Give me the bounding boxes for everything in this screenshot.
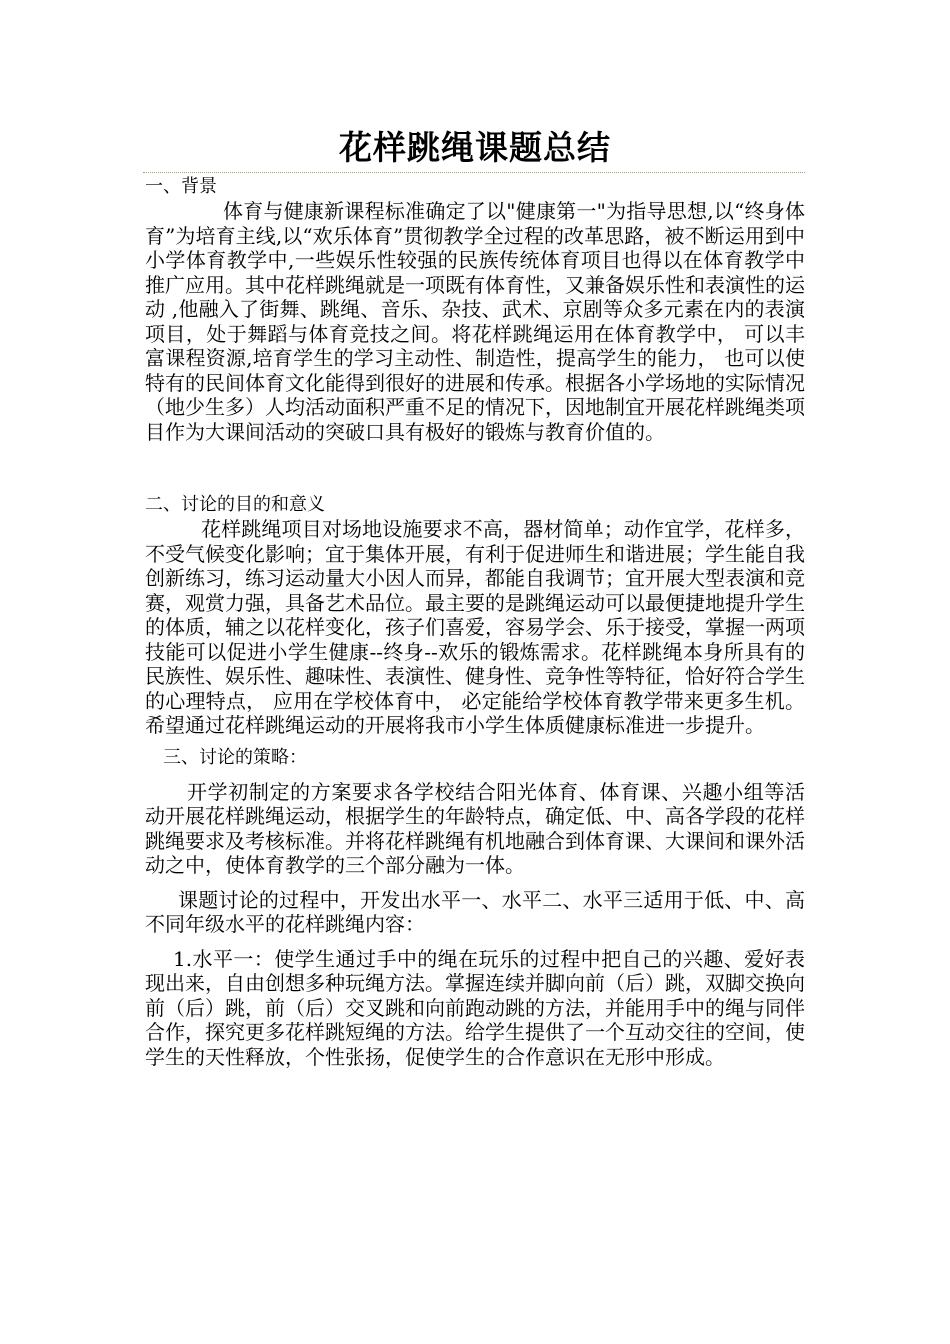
strategy-paragraph: 开学初制定的方案要求各学校结合阳光体育、体育课、兴趣小组等活动开展花样跳绳运动，根据学生的年龄特点，确定低、中、高各学段的花样跳绳要求及考核标准。并将花样跳绳有机地融合到体育课、大课间和课外活动之中，使体育教学的三个部分融为一体。 xyxy=(145,779,805,877)
section-heading-background: 一、背景 xyxy=(145,176,217,197)
strategy-paragraph: 课题讨论的过程中，开发出水平一、水平二、水平三适用于低、中、高不同年级水平的花样跳绳内容： xyxy=(145,887,805,936)
purpose-paragraph: 花样跳绳项目对场地设施要求不高，器材简单；动作宜学，花样多，不受气候变化影响；宜于集体开展，有利于促进师生和谐进展；学生能自我创新练习，练习运动量大小因人而异，都能自我调节；宜开展大型表演和竞赛，观赏力强，具备艺术品位。最主要的是跳绳运动可以最便捷地提升学生的体质，辅之以花样变化，孩子们喜爱，容易学会、乐于接受，掌握一两项技能可以促进小学生健康--终身--欢乐的锻炼需求。花样跳绳本身所具有的民族性、娱乐性、趣味性、表演性、健身性、竞争性等特征，恰好符合学生的心理特点， 应用在学校体育中， 必定能给学校体育教学带来更多生机。希望通过花样跳绳运动的开展将我市小学生体质健康标准进一步提升。 xyxy=(145,517,805,737)
section-heading-strategy: 三、讨论的策略： xyxy=(163,746,307,768)
background-paragraph: 体育与健康新课程标准确定了以"健康第一"为指导思想,以“终身体育”为培育主线,以“欢乐体育”贯彻教学全过程的改革思路，被不断运用到中小学体育教学中,一些娱乐性较强的民族传统体育项目也得以在体育教学中推广应用。其中花样跳绳就是一项既有体育性，又兼备娱乐性和表演性的运动 ,他融入了街舞、跳绳、音乐、杂技、武术、京剧等众多元素在内的表演项目，处于舞蹈与体育竞技之间。将花样跳绳运用在体育教学中， 可以丰富课程资源,培育学生的学习主动性、制造性，提高学生的能力， 也可以使特有的民间体育文化能得到很好的进展和传承。根据各小学场地的实际情况（地少生多）人均活动面积严重不足的情况下，因地制宜开展花样跳绳类项目作为大课间活动的突破口具有极好的锻炼与教育价值的。 xyxy=(145,199,805,444)
document-title: 花样跳绳课题总结 xyxy=(339,128,611,167)
document-body xyxy=(145,173,805,1069)
level-one-paragraph: 1.水平一：使学生通过手中的绳在玩乐的过程中把自己的兴趣、爱好表现出来，自由创想多种玩绳方法。掌握连续并脚向前（后）跳，双脚交换向前（后）跳，前（后）交叉跳和向前跑动跳的方法，并能用手中的绳与同伴合作，探究更多花样跳短绳的方法。给学生提供了一个互动交往的空间，使学生的天性释放，个性张扬，促使学生的合作意识在无形中形成。 xyxy=(145,946,805,1069)
section-heading-purpose: 二、讨论的目的和意义 xyxy=(145,494,325,515)
